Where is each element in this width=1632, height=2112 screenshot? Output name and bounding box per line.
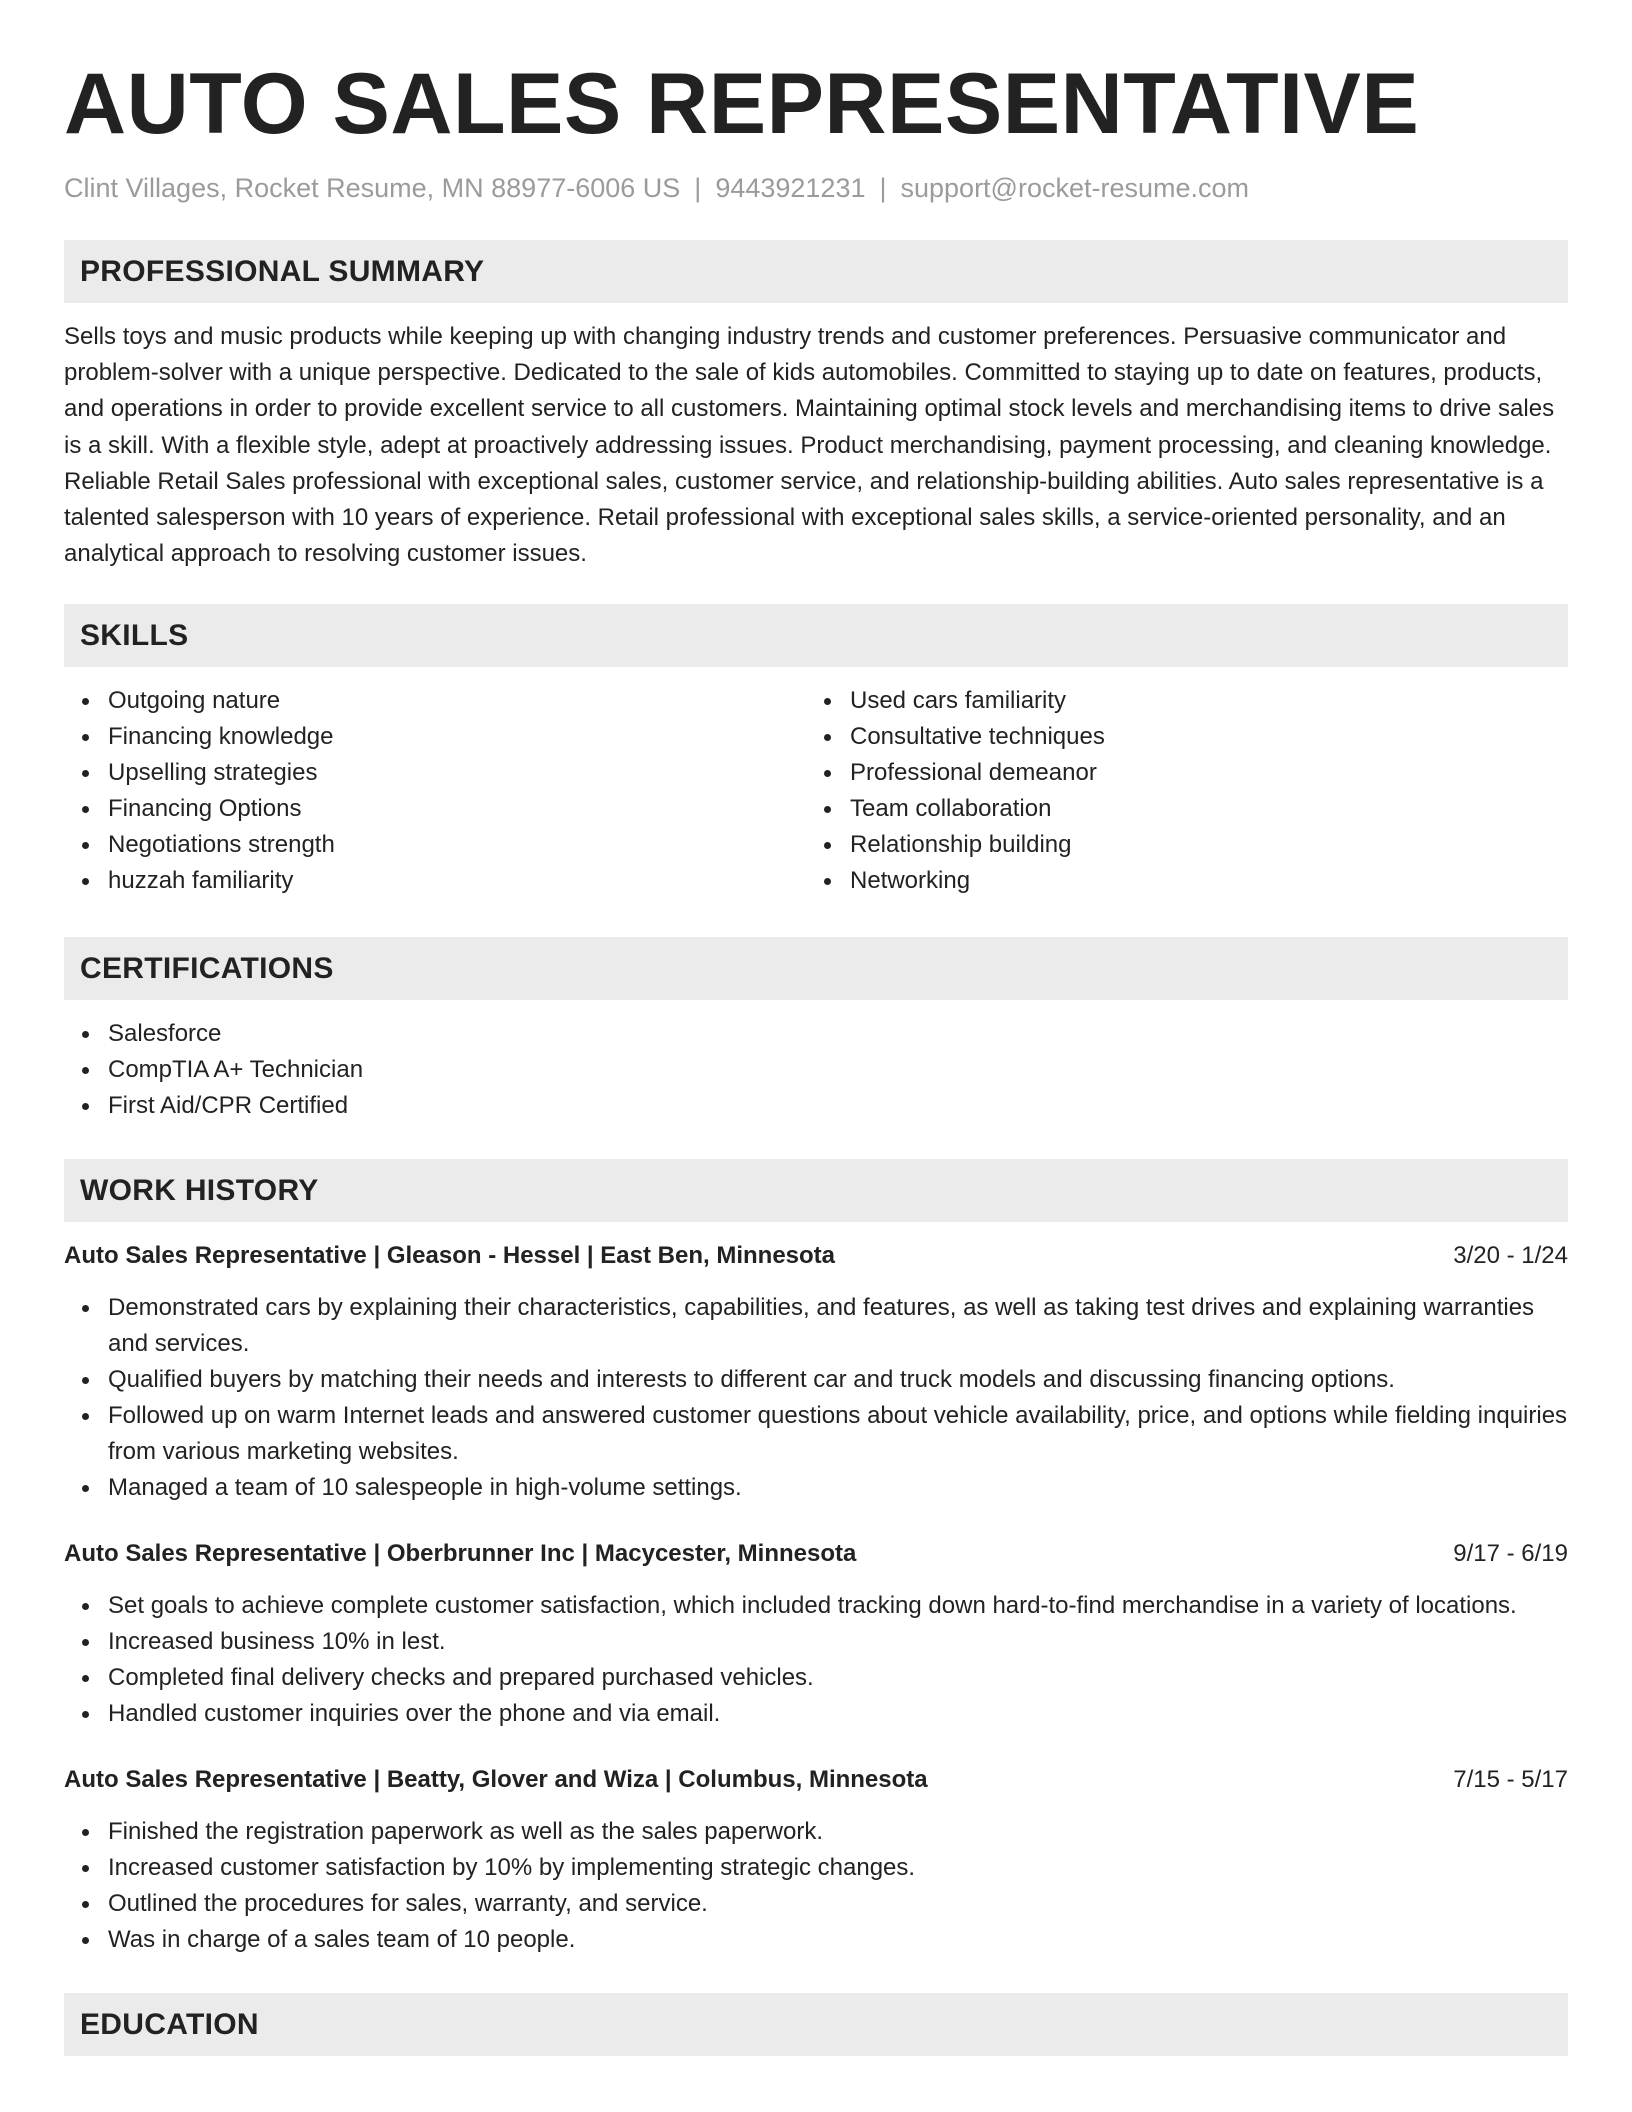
skill-item: Financing Options bbox=[64, 791, 806, 827]
job-dates: 9/17 - 6/19 bbox=[1453, 1540, 1568, 1568]
skill-item: Team collaboration bbox=[806, 791, 1548, 827]
job-header bbox=[64, 1536, 1568, 1572]
job-bullets bbox=[64, 1814, 1568, 1958]
contact-email: support@rocket-resume.com bbox=[900, 173, 1250, 203]
skills-heading: SKILLS bbox=[64, 604, 1568, 667]
contact-line bbox=[64, 170, 1568, 206]
skill-item: Relationship building bbox=[806, 827, 1548, 863]
job-dates: 3/20 - 1/24 bbox=[1453, 1242, 1568, 1270]
job-bullet: Finished the registration paperwork as well as the sales paperwork. bbox=[64, 1814, 1568, 1850]
job-entry bbox=[64, 1238, 1568, 1506]
job-bullets bbox=[64, 1290, 1568, 1506]
skill-item: Negotiations strength bbox=[64, 827, 806, 863]
job-title: Auto Sales Representative | Beatty, Glover and Wiza | Columbus, Minnesota bbox=[64, 1766, 928, 1794]
skill-item: Financing knowledge bbox=[64, 719, 806, 755]
job-bullet: Handled customer inquiries over the phone and via email. bbox=[64, 1696, 1568, 1732]
job-bullet: Set goals to achieve complete customer satisfaction, which included tracking down hard-to-find merchandise in a variety of locations. bbox=[64, 1588, 1568, 1624]
skills-list-left bbox=[64, 683, 806, 899]
certifications-heading: CERTIFICATIONS bbox=[64, 937, 1568, 1000]
contact-separator: | bbox=[694, 173, 702, 203]
job-bullet: Demonstrated cars by explaining their characteristics, capabilities, and features, as well as taking test drives and explaining warranties and services. bbox=[64, 1290, 1568, 1362]
job-bullet: Increased customer satisfaction by 10% by implementing strategic changes. bbox=[64, 1850, 1568, 1886]
contact-address: Clint Villages, Rocket Resume, MN 88977-6006 US bbox=[64, 173, 681, 203]
certifications-list bbox=[64, 1016, 1568, 1124]
skills-list-right bbox=[806, 683, 1548, 899]
skill-item: Networking bbox=[806, 863, 1548, 899]
job-bullet: Was in charge of a sales team of 10 people. bbox=[64, 1922, 1568, 1958]
job-header bbox=[64, 1762, 1568, 1798]
job-dates: 7/15 - 5/17 bbox=[1453, 1766, 1568, 1794]
job-bullet: Completed final delivery checks and prepared purchased vehicles. bbox=[64, 1660, 1568, 1696]
job-entry bbox=[64, 1762, 1568, 1958]
job-bullet: Qualified buyers by matching their needs and interests to different car and truck models and discussing financing options. bbox=[64, 1362, 1568, 1398]
job-header bbox=[64, 1238, 1568, 1274]
skills-column-left bbox=[64, 683, 806, 899]
job-bullet: Increased business 10% in lest. bbox=[64, 1624, 1568, 1660]
job-bullet: Outlined the procedures for sales, warranty, and service. bbox=[64, 1886, 1568, 1922]
summary-text: Sells toys and music products while keeping up with changing industry trends and customer preferences. Persuasive communicator and problem-solver with a unique perspective. Dedicated to the sale of kids automobiles. Committed to staying up to date on features, products, and operations in order to provide excellent service to all customers. Maintaining optimal stock levels and merchandising items to drive sales is a skill. With a flexible style, adept at proactively addressing issues. Product merchandising, payment processing, and cleaning knowledge. Reliable Retail Sales professional with exceptional sales, customer service, and relationship-building abilities. Auto sales representative is a talented salesperson with 10 years of experience. Retail professional with exceptional sales skills, a service-oriented personality, and an analytical approach to resolving customer issues. bbox=[64, 323, 1555, 568]
certification-item: Salesforce bbox=[64, 1016, 1568, 1052]
job-bullet: Followed up on warm Internet leads and answered customer questions about vehicle availability, price, and options while fielding inquiries from various marketing websites. bbox=[64, 1398, 1568, 1470]
skill-item: Upselling strategies bbox=[64, 755, 806, 791]
work-history-heading: WORK HISTORY bbox=[64, 1159, 1568, 1222]
job-title: Auto Sales Representative | Gleason - Hessel | East Ben, Minnesota bbox=[64, 1242, 836, 1270]
skill-item: Used cars familiarity bbox=[806, 683, 1548, 719]
job-title: Auto Sales Representative | Oberbrunner Inc | Macycester, Minnesota bbox=[64, 1540, 857, 1568]
skills-column-right bbox=[806, 683, 1548, 899]
certification-item: CompTIA A+ Technician bbox=[64, 1052, 1568, 1088]
job-bullets bbox=[64, 1588, 1568, 1732]
skill-item: Consultative techniques bbox=[806, 719, 1548, 755]
skill-item: huzzah familiarity bbox=[64, 863, 806, 899]
job-entry bbox=[64, 1536, 1568, 1732]
education-heading: EDUCATION bbox=[64, 1993, 1568, 2056]
job-bullet: Managed a team of 10 salespeople in high-volume settings. bbox=[64, 1470, 1568, 1506]
skill-item: Professional demeanor bbox=[806, 755, 1548, 791]
contact-separator: | bbox=[879, 173, 887, 203]
skill-item: Outgoing nature bbox=[64, 683, 806, 719]
candidate-title: AUTO SALES REPRESENTATIVE bbox=[64, 56, 1420, 152]
skills-grid bbox=[64, 683, 1568, 899]
summary-heading: PROFESSIONAL SUMMARY bbox=[64, 240, 1568, 303]
certification-item: First Aid/CPR Certified bbox=[64, 1088, 1568, 1124]
contact-phone: 9443921231 bbox=[715, 173, 866, 203]
